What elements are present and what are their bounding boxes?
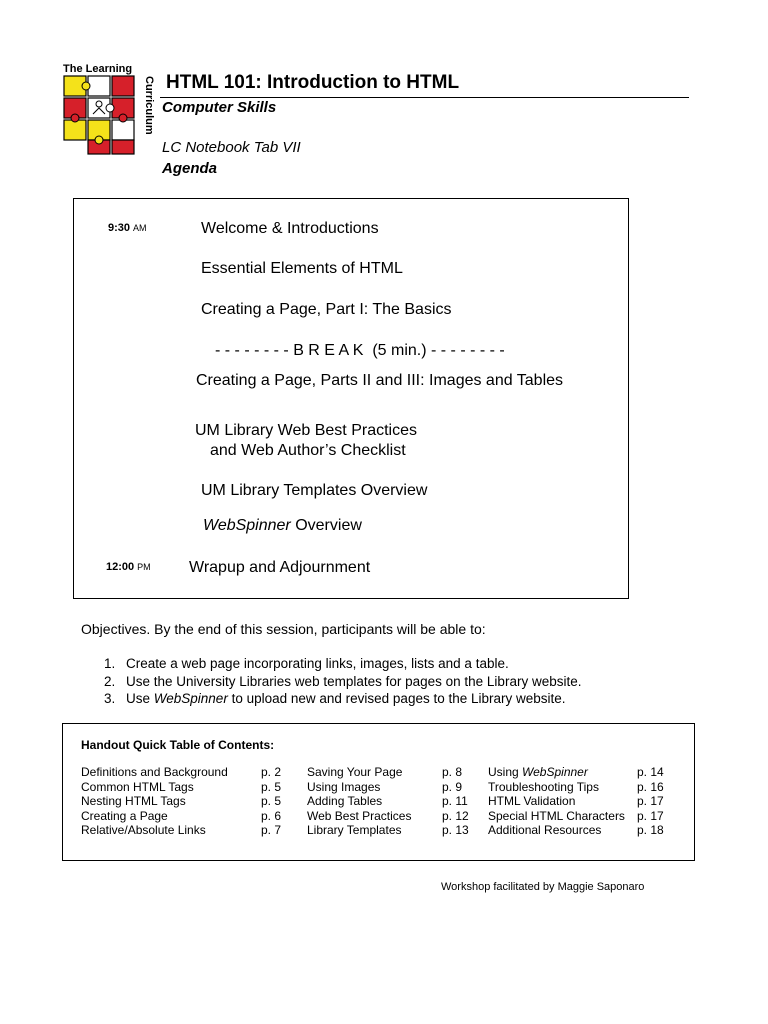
toc-entry-label: Common HTML Tags — [81, 779, 194, 794]
toc-entry-label: Nesting HTML Tags — [81, 794, 186, 808]
start-time-value: 9:30 — [108, 222, 131, 234]
toc-entry-page: p. 18 — [637, 823, 664, 837]
agenda-item: UM Library Web Best Practices — [195, 422, 417, 439]
logo-line1: The Learning — [63, 63, 133, 75]
objective-text: Create a web page incorporating links, images, lists and a table. — [126, 656, 509, 671]
agenda-item: Wrapup and Adjournment — [189, 559, 371, 576]
objective-number: 1. — [104, 656, 116, 671]
agenda-end-time — [106, 561, 151, 573]
toc-entry-page: p. 16 — [637, 779, 664, 794]
objectives-intro: Objectives. By the end of this session, participants will be able to: — [81, 621, 486, 637]
logo-line2: Curriculum — [143, 76, 155, 135]
agenda-start-time — [108, 222, 147, 234]
toc-entry-label: Special HTML Characters — [488, 808, 625, 823]
agenda-item-text: Overview — [290, 517, 362, 534]
toc-entry-label: Creating a Page — [81, 808, 168, 823]
footer-credit: Workshop facilitated by Maggie Saponaro — [441, 881, 645, 893]
toc-entry-page: p. 12 — [442, 808, 469, 823]
agenda-heading: Agenda — [162, 160, 218, 177]
agenda-item: UM Library Templates Overview — [201, 482, 428, 499]
toc-entry-label: HTML Validation — [488, 794, 576, 808]
end-time-ampm: PM — [137, 562, 151, 572]
notebook-tab-label: LC Notebook Tab VII — [162, 139, 301, 156]
objective-number: 2. — [104, 674, 116, 689]
end-time-value: 12:00 — [106, 561, 135, 573]
toc-entry-label: Adding Tables — [307, 794, 383, 808]
toc-entry-label — [488, 765, 588, 780]
title-divider — [160, 97, 689, 98]
toc-entry-page: p. 9 — [442, 779, 463, 794]
objective-text: to upload new and revised pages to the Library website. — [227, 691, 566, 706]
objective-text: Use — [126, 691, 154, 706]
agenda-item: Creating a Page, Part I: The Basics — [201, 301, 452, 318]
toc-entry-page: p. 5 — [261, 779, 282, 794]
toc-entry-page: p. 17 — [637, 808, 664, 823]
objective-item — [104, 691, 566, 706]
toc-entry-page: p. 14 — [637, 765, 664, 779]
toc-entry-page: p. 7 — [261, 823, 282, 837]
webspinner-italic: WebSpinner — [203, 517, 291, 534]
toc-entry-label-text: Using — [488, 765, 523, 779]
toc-entry-label: Library Templates — [307, 823, 402, 837]
objective-text: Use the University Libraries web templates for pages on the Library website. — [126, 674, 582, 689]
agenda-item: Creating a Page, Parts II and III: Images and Tables — [196, 372, 564, 389]
agenda-item-webspinner — [203, 516, 362, 536]
toc-entry-label: Saving Your Page — [307, 765, 403, 779]
toc-entry-label: Web Best Practices — [307, 808, 412, 823]
toc-entry-page: p. 17 — [637, 794, 664, 808]
page-title: HTML 101: Introduction to HTML — [166, 72, 460, 93]
agenda-break: - - - - - - - - B R E A K (5 min.) - - - - - - - - — [215, 342, 505, 359]
agenda-item: Welcome & Introductions — [201, 220, 379, 237]
toc-entry-label: Using Images — [307, 779, 381, 794]
toc-entry-page: p. 8 — [442, 765, 463, 779]
agenda-item: and Web Author’s Checklist — [210, 442, 406, 459]
start-time-ampm: AM — [133, 223, 147, 233]
toc-entry-label: Relative/Absolute Links — [81, 823, 206, 837]
toc-entry-page: p. 2 — [261, 765, 282, 779]
toc-entry-label: Troubleshooting Tips — [488, 779, 599, 794]
page-subtitle: Computer Skills — [162, 99, 277, 116]
toc-entry-italic: WebSpinner — [522, 765, 588, 779]
toc-entry-label: Additional Resources — [488, 823, 602, 837]
agenda-item: Essential Elements of HTML — [201, 260, 403, 277]
toc-entry-page: p. 13 — [442, 823, 469, 837]
learning-curriculum-logo — [62, 62, 155, 156]
toc-entry-page: p. 5 — [261, 794, 282, 808]
objective-number: 3. — [104, 691, 116, 706]
objective-item — [104, 656, 509, 671]
toc-entry-page: p. 11 — [442, 794, 468, 808]
objective-italic: WebSpinner — [153, 691, 228, 706]
puzzle-logo-icon — [62, 62, 155, 156]
toc-entry-page: p. 6 — [261, 808, 282, 823]
toc-heading: Handout Quick Table of Contents: — [81, 738, 275, 752]
toc-entry-label: Definitions and Background — [81, 765, 228, 779]
objective-item — [104, 674, 581, 689]
